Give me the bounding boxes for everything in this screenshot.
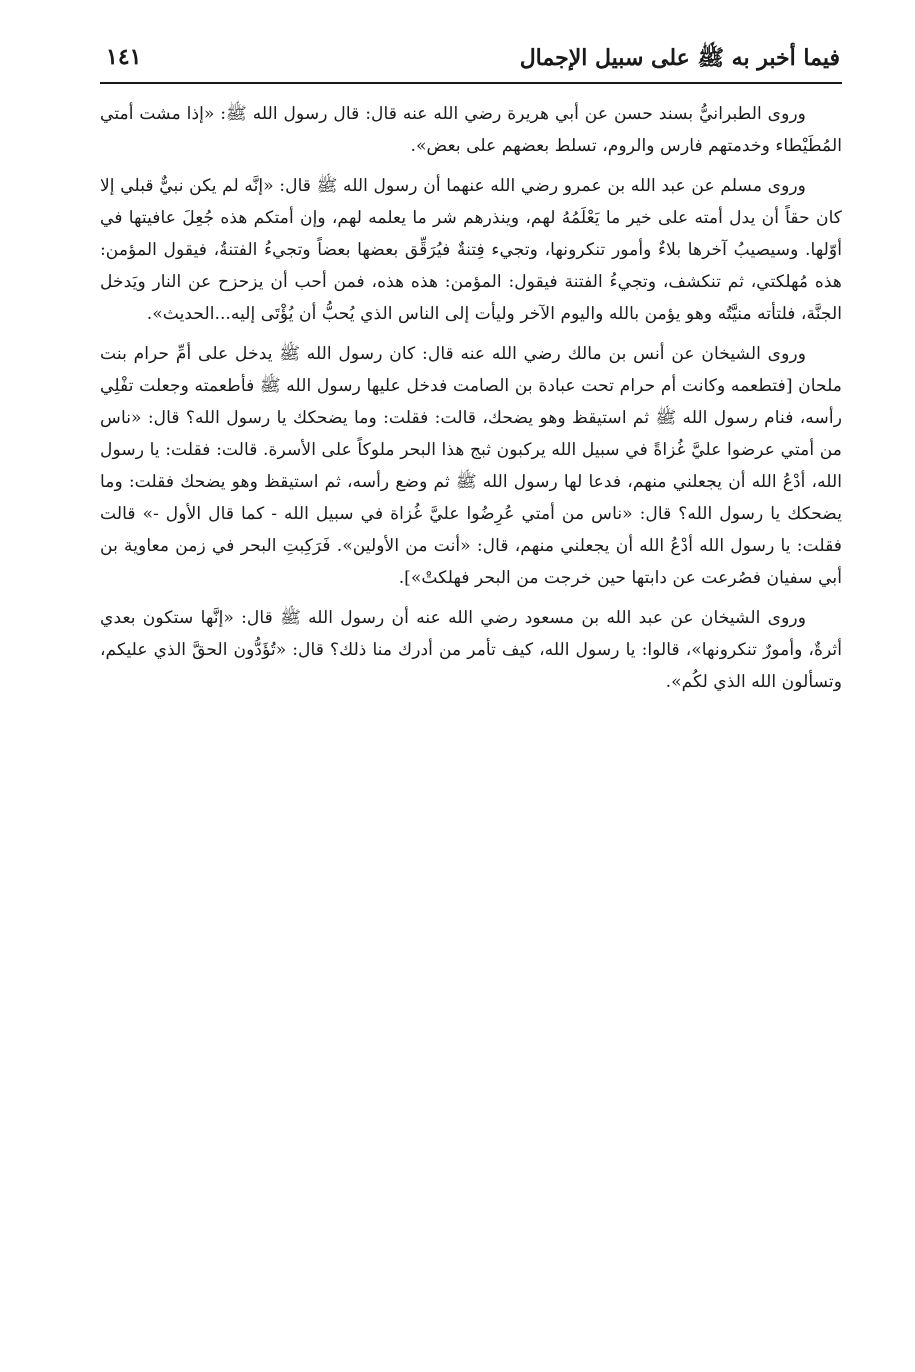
paragraph-anas-hadith: وروى الشيخان عن أنس بن مالك رضي الله عنه قال: كان رسول الله ﷺ يدخل على أمِّ حرام بنت ملحان [فتطعمه وكانت أم حرام تحت عبادة بن الصامت فدخل عليها رسول الله ﷺ فأطعمته وجعلت تفْلِي رأسه، فنام رسول الله ﷺ ثم استيقظ وهو يضحك، قالت: فقلت: وما يضحكك يا رسول الله؟ قال: «ناس من أمتي عرضوا عليَّ غُزاةً في سبيل الله يركبون ثبج هذا البحر ملوكاً على الأسرة. قالت: فقلت: يا رسول الله، أدْعُ الله أن يجعلني منهم، فدعا لها رسول الله ﷺ ثم وضع رأسه، ثم استيقظ وهو يضحك فقلت: وما يضحكك يا رسول الله؟ قال: «ناس من أمتي عُرِضُوا عليَّ غُزاة في سبيل الله - كما قال الأول -» قالت فقلت: يا رسول الله أدْعُ الله أن يجعلني منهم، قال: «أنت من الأولين». فَرَكِبتِ البحر في زمن معاوية بن أبي سفيان فصُرعت عن دابتها حين خرجت من البحر فهلكتْ»]. (100, 344, 842, 588)
paragraph-muslim-hadith: وروى مسلم عن عبد الله بن عمرو رضي الله عنهما أن رسول الله ﷺ قال: «إنَّه لم يكن نبيٌّ قبلي إلا كان حقاً أن يدل أمته على خير ما يَعْلَمُهُ لهم، وينذرهم شر ما يعلمه لهم، وإن أمتكم هذه جُعِلَ عافيتها في أوّلها. وسيصيبُ آخرها بلاءٌ وأمور تنكرونها، وتجيء فِتنةٌ فيُرَقِّق بعضها بعضاً وتجيءُ الفتنةُ، فيقول المؤمن: هذه مُهلكتي، ثم تنكشف، وتجيءُ الفتنة فيقول: المؤمن: هذه هذه، فمن أحب أن يزحزح عن النار ويَدخل الجنَّة، فلتأته منيَّتُه وهو يؤمن بالله واليوم الآخر وليأت إلى الناس الذي يُحبُّ أن يُؤْتَى إليه...الحديث». (100, 176, 842, 324)
book-page (100, 38, 842, 706)
body-text (100, 98, 842, 698)
header-title: فيما أخبر به ﷺ على سبيل الإجمال (519, 45, 840, 71)
page-number: ١٤١ (106, 44, 142, 70)
running-header (100, 38, 842, 84)
paragraph-ibn-masud-hadith: وروى الشيخان عن عبد الله بن مسعود رضي الله عنه أن رسول الله ﷺ قال: «إنَّها ستكون بعدي أثرةٌ، وأمورٌ تنكرونها»، قالوا: يا رسول الله، كيف تأمر من أدرك منا ذلك؟ قال: «تُؤَدُّون الحقَّ الذي عليكم، وتسألون الله الذي لكُم». (100, 608, 842, 692)
paragraph-tabarani-hadith: وروى الطبرانيُّ بسند حسن عن أبي هريرة رضي الله عنه قال: قال رسول الله ﷺ: «إذا مشت أمتي المُطَيْطاء وخدمتهم فارس والروم، تسلط بعضهم على بعض». (100, 104, 842, 156)
